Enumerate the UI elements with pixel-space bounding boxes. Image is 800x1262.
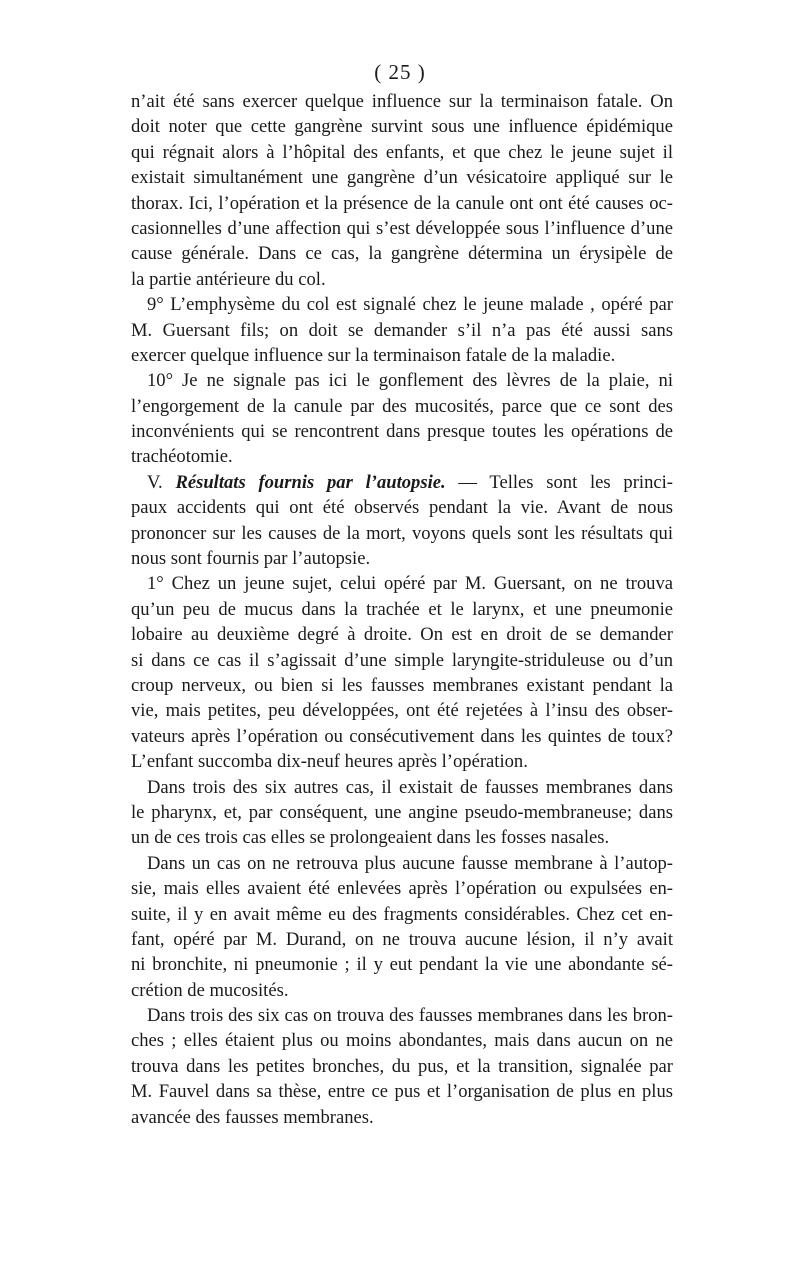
text-line: exercer quelque influence sur la terminaison fatale de la maladie. bbox=[131, 344, 616, 366]
text-line: trouva dans les petites bronches, du pus, et la transition, signalée par bbox=[131, 1055, 673, 1077]
text-line: Dans trois des six cas on trouva des fausses membranes dans les bron- bbox=[147, 1005, 673, 1027]
text-line: existait simultanément une gangrène d’un vésicatoire appliqué sur le bbox=[131, 167, 673, 189]
text-line: lobaire au deuxième degré à droite. On est en droit de se demander bbox=[131, 624, 673, 646]
text-line: fant, opéré par M. Durand, on ne trouva aucune lésion, il n’y avait bbox=[131, 928, 673, 950]
text-line: l’engorgement de la canule par des mucosités, parce que ce sont des bbox=[131, 395, 673, 417]
body-text bbox=[131, 89, 673, 1130]
section-heading-rest: — Telles sont les princi- bbox=[445, 471, 673, 493]
text-line: casionnelles d’une affection qui s’est développée sous l’influence d’une bbox=[131, 217, 673, 239]
text-line: qui régnait alors à l’hôpital des enfants, et que chez le jeune sujet il bbox=[131, 141, 673, 163]
text-line: prononcer sur les causes de la mort, voyons quels sont les résultats qui bbox=[131, 522, 673, 544]
text-line: ches ; elles étaient plus ou moins abondantes, mais dans aucun on ne bbox=[131, 1030, 673, 1052]
text-line: trachéotomie. bbox=[131, 446, 233, 468]
page-number: ( 25 ) bbox=[374, 60, 426, 84]
text-line: vateurs après l’opération ou consécutivement dans les quintes de toux? bbox=[131, 725, 673, 747]
text-line: Dans un cas on ne retrouva plus aucune fausse membrane à l’autop- bbox=[147, 852, 673, 874]
text-line: L’enfant succomba dix-neuf heures après l’opération. bbox=[131, 751, 528, 773]
text-line: ni bronchite, ni pneumonie ; il y eut pendant la vie une abondante sé- bbox=[131, 954, 673, 976]
text-line: vie, mais petites, peu développées, ont été rejetées à l’insu des obser- bbox=[131, 700, 673, 722]
text-line: nous sont fournis par l’autopsie. bbox=[131, 548, 371, 570]
section-heading-line bbox=[131, 470, 673, 495]
text-line: 9° L’emphysème du col est signalé chez le jeune malade , opéré par bbox=[147, 294, 673, 316]
text-line: paux accidents qui ont été observés pendant la vie. Avant de nous bbox=[131, 497, 673, 519]
text-line: sie, mais elles avaient été enlevées après l’opération ou expulsées en- bbox=[131, 878, 673, 900]
text-line: qu’un peu de mucus dans la trachée et le larynx, et une pneumonie bbox=[131, 598, 673, 620]
text-line: suite, il y en avait même eu des fragments considérables. Chez cet en- bbox=[131, 903, 673, 925]
section-numeral: V. bbox=[147, 471, 163, 493]
text-line: M. Fauvel dans sa thèse, entre ce pus et l’organisation de plus en plus bbox=[131, 1081, 673, 1103]
text-line: crétion de mucosités. bbox=[131, 979, 289, 1001]
text-line: thorax. Ici, l’opération et la présence de la canule ont ont été causes oc- bbox=[131, 192, 673, 214]
section-title: Résultats fournis par l’autopsie. bbox=[175, 471, 446, 493]
text-line: la partie antérieure du col. bbox=[131, 268, 326, 290]
text-line: cause générale. Dans ce cas, la gangrène détermina un érysipèle de bbox=[131, 243, 673, 265]
text-line: un de ces trois cas elles se prolongeaient dans les fosses nasales. bbox=[131, 827, 610, 849]
text-line: inconvénients qui se rencontrent dans presque toutes les opérations de bbox=[131, 421, 673, 443]
text-line: 1° Chez un jeune sujet, celui opéré par M. Guersant, on ne trouva bbox=[147, 573, 673, 595]
text-line: doit noter que cette gangrène survint sous une influence épidémique bbox=[131, 116, 673, 138]
text-line: M. Guersant fils; on doit se demander s’il n’a pas été aussi sans bbox=[131, 319, 673, 341]
text-line: avancée des fausses membranes. bbox=[131, 1106, 374, 1128]
text-line: 10° Je ne signale pas ici le gonflement des lèvres de la plaie, ni bbox=[147, 370, 673, 392]
text-line: Dans trois des six autres cas, il existait de fausses membranes dans bbox=[147, 776, 673, 798]
text-line: le pharynx, et, par conséquent, une angine pseudo-membraneuse; dans bbox=[131, 801, 673, 823]
text-line: si dans ce cas il s’agissait d’une simple laryngite-striduleuse ou d’un bbox=[131, 649, 673, 671]
text-line: croup nerveux, ou bien si les fausses membranes existant pendant la bbox=[131, 674, 673, 696]
text-line: n’ait été sans exercer quelque influence sur la terminaison fatale. On bbox=[131, 91, 673, 112]
